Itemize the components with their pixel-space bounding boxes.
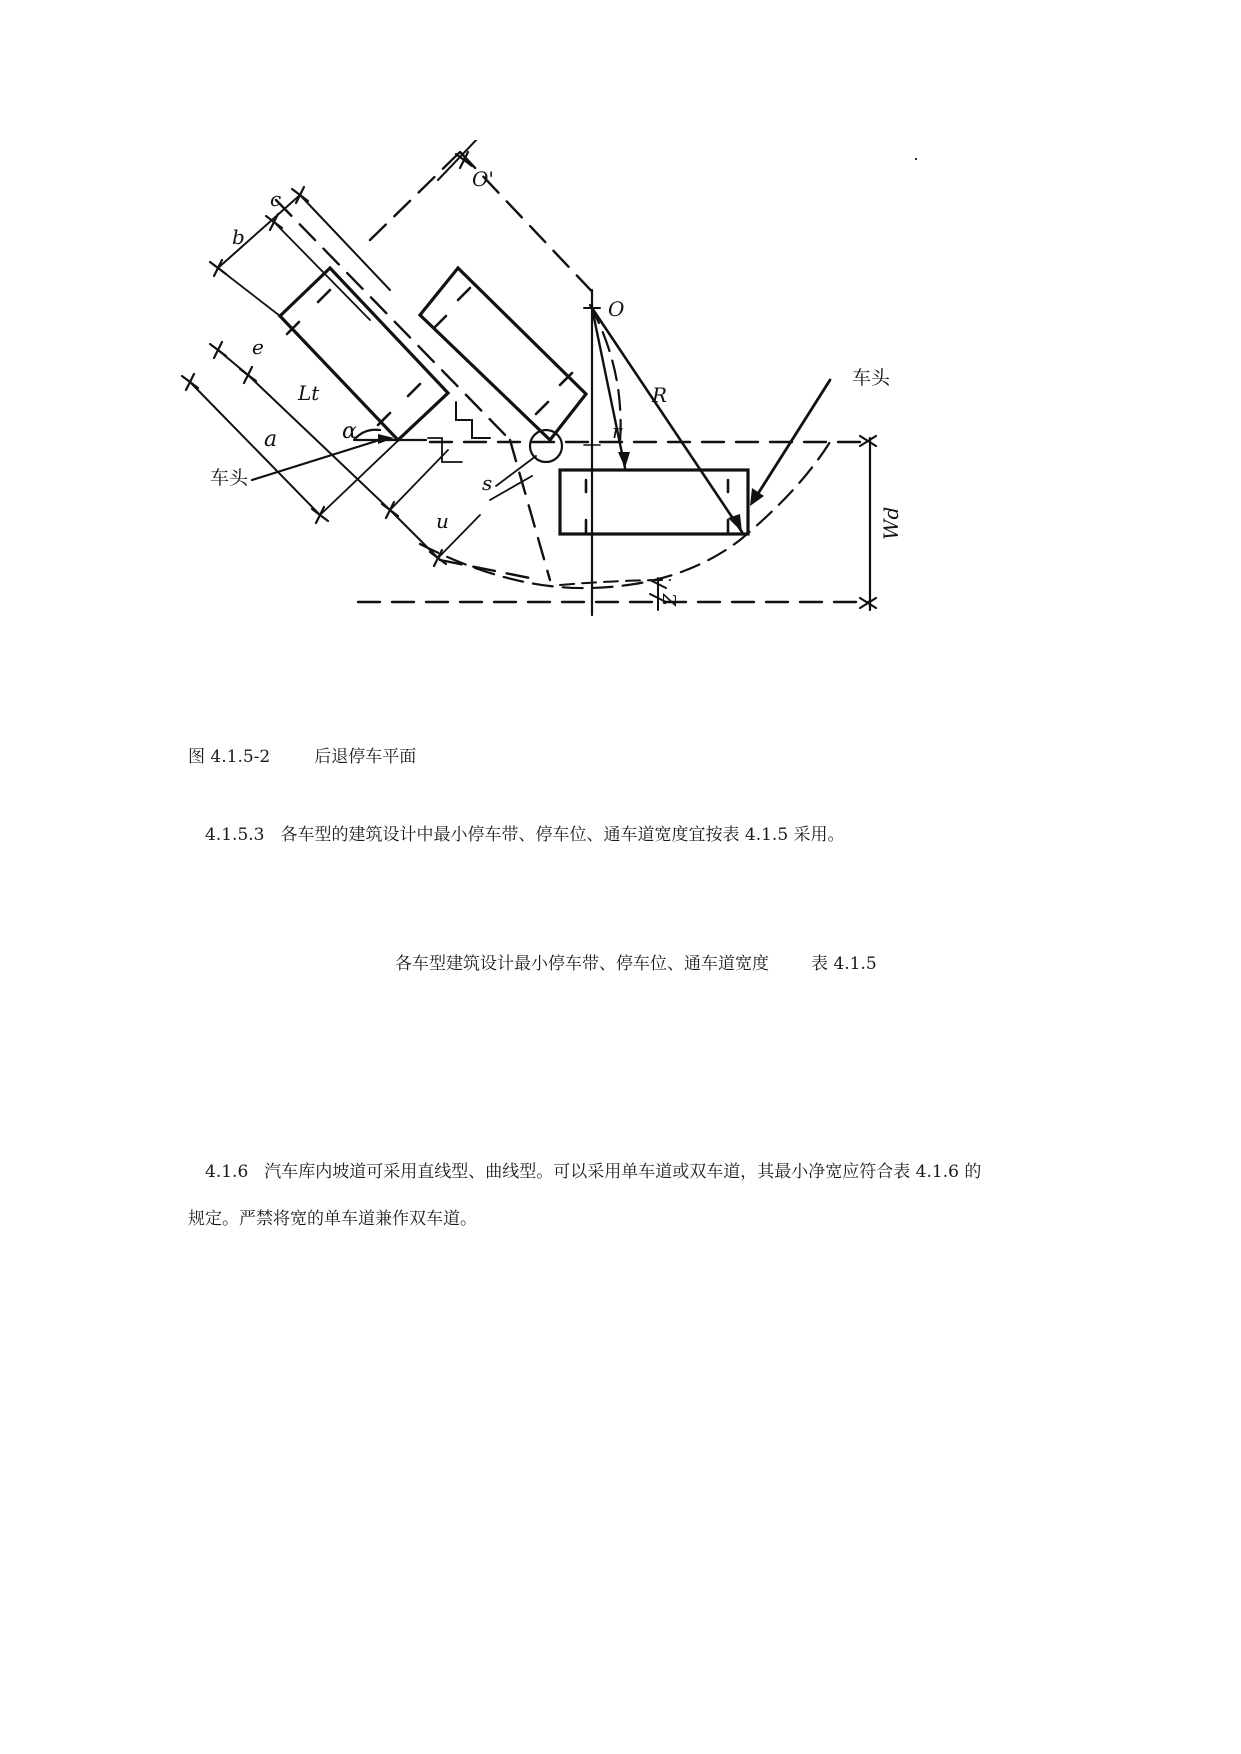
clause-4-1-6: [205, 1160, 981, 1184]
label-o-prime: O': [472, 167, 494, 191]
figure-caption-title: 后退停车平面: [314, 747, 417, 767]
label-e: e: [252, 335, 264, 359]
label-o: O: [608, 297, 625, 321]
table-title: [395, 952, 877, 976]
clause-4-1-6-continued: [188, 1207, 477, 1231]
label-r-big: R: [652, 383, 668, 407]
label-r-small: r: [612, 419, 622, 443]
label-a: a: [264, 427, 278, 452]
left-car-outline: [280, 268, 448, 440]
label-b: b: [232, 225, 245, 249]
table-number: 表 4.1.5: [811, 954, 877, 974]
label-car-head-left: 车头: [210, 467, 249, 489]
label-lt: Lt: [298, 381, 320, 405]
clause-4-1-5-3: [205, 823, 845, 847]
figure-caption: [188, 745, 416, 769]
right-car-outline: [560, 470, 748, 534]
table-title-text: 各车型建筑设计最小停车带、停车位、通车道宽度: [395, 954, 769, 974]
label-z: Z: [660, 593, 681, 606]
reverse-parking-plan-figure: [180, 140, 1060, 700]
figure-caption-number: 图 4.1.5-2: [188, 747, 271, 767]
label-alpha: α: [342, 419, 357, 444]
label-c: c: [270, 187, 282, 211]
middle-car-outline: [420, 268, 586, 440]
clause-text: 各车型的建筑设计中最小停车带、停车位、通车道宽度宜按表 4.1.5 采用。: [280, 825, 845, 845]
clause-text-line1: 汽车库内坡道可采用直线型、曲线型。可以采用单车道或双车道，其最小净宽应符合表 4.1.6 的: [264, 1162, 982, 1182]
clause-number: 4.1.6: [205, 1162, 249, 1182]
label-u: u: [436, 509, 449, 533]
label-car-head-right: 车头: [852, 367, 891, 389]
label-s: s: [482, 471, 493, 495]
clause-number: 4.1.5.3: [205, 825, 265, 845]
clause-text-line2: 规定。严禁将宽的单车道兼作双车道。: [188, 1209, 477, 1229]
label-wd: Wd: [879, 506, 903, 540]
